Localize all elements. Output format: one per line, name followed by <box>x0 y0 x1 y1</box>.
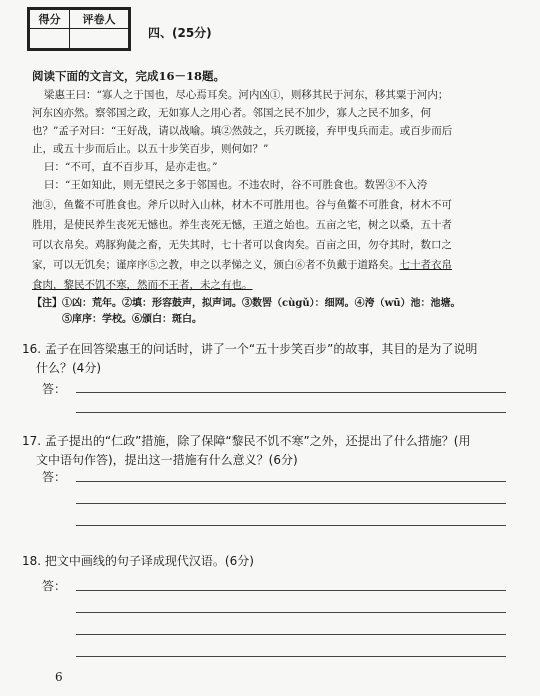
question-18 <box>22 552 510 571</box>
passage-line: 梁惠王曰：“寡人之于国也，尽心焉耳矣。河内凶①，则移其民于河东，移其粟于河内； <box>44 89 449 101</box>
underlined-sentence: 食肉，黎民不饥不寒，然而不王者，未之有也。 <box>32 279 253 291</box>
grader-header: 评卷人 <box>69 10 128 29</box>
page-number: 6 <box>55 670 63 684</box>
answer-line[interactable] <box>76 634 506 635</box>
answer-line[interactable] <box>76 525 506 526</box>
passage-line: 曰：“王如知此，则无望民之多于邻国也。不违农时，谷不可胜食也。数罟③不入洿 <box>44 179 428 191</box>
annotation-notes <box>32 296 461 328</box>
question-16 <box>22 340 510 378</box>
passage-line: 也？”孟子对曰：“王好战，请以战喻。填②然鼓之，兵刃既接，弃甲曳兵而走。或百步而后 <box>32 125 453 137</box>
answer-label: 答： <box>42 470 67 484</box>
answer-label: 答： <box>42 382 67 396</box>
passage-line: 曰：“不可，直不百步耳，是亦走也。” <box>44 161 218 173</box>
question-text: 16. 孟子在回答梁惠王的问话时，讲了一个“五十步笑百步”的故事，其目的是为了说明 <box>22 342 478 356</box>
answer-line[interactable] <box>76 392 506 393</box>
reading-instruction: 阅读下面的文言文，完成16－18题。 <box>32 69 226 83</box>
note-line-1: 【注】①凶：荒年。②填：形容鼓声，拟声词。③数罟（cùgǔ）：细网。④洿（wū）池：池塘。 <box>32 298 461 309</box>
passage-line: 止，或五十步而后止。以五十步笑百步，则何如？” <box>32 143 269 155</box>
grader-cell[interactable] <box>69 29 128 49</box>
section-title: 四、(25分) <box>148 26 212 40</box>
note-line-2: ⑤庠序：学校。⑥颁白：斑白。 <box>62 314 202 325</box>
question-text: 文中语句作答)，提出这一措施有什么意义？(6分) <box>36 453 298 467</box>
passage-line: 可以衣帛矣。鸡豚狗彘之畜，无失其时，七十者可以食肉矣。百亩之田，勿夺其时，数口之 <box>32 239 452 251</box>
passage-line <box>32 276 512 294</box>
answer-line[interactable] <box>76 656 506 657</box>
answer-line[interactable] <box>76 412 506 413</box>
passage-line: 河东凶亦然。察邻国之政，无如寡人之用心者。邻国之民不加少，寡人之民不加多，何 <box>32 107 431 119</box>
score-header: 得分 <box>30 10 70 29</box>
passage-line <box>32 256 512 274</box>
question-text: 什么？(4分) <box>36 361 101 375</box>
answer-line[interactable] <box>76 503 506 504</box>
score-cell[interactable] <box>30 29 70 49</box>
score-table <box>27 7 131 51</box>
answer-line[interactable] <box>76 481 506 482</box>
question-17 <box>22 432 510 470</box>
passage-line: 胜用，是使民养生丧死无憾也。养生丧死无憾，王道之始也。五亩之宅，树之以桑，五十者 <box>32 219 452 231</box>
question-text: 17. 孟子提出的“仁政”措施，除了保障“黎民不饥不寒”之外，还提出了什么措施？(用 <box>22 434 471 448</box>
question-text: 18. 把文中画线的句子译成现代汉语。(6分) <box>22 554 254 568</box>
answer-label: 答： <box>42 579 67 593</box>
passage-line: 池③，鱼鳖不可胜食也。斧斤以时入山林，材木不可胜用也。谷与鱼鳖不可胜食，材木不可 <box>32 199 452 211</box>
answer-line[interactable] <box>76 612 506 613</box>
underlined-sentence: 七十者衣帛 <box>399 259 452 271</box>
passage-text: 家，可以无饥矣；谨庠序⑤之教，申之以孝悌之义，颁白⑥者不负戴于道路矣。 <box>32 259 400 271</box>
answer-line[interactable] <box>76 590 506 591</box>
